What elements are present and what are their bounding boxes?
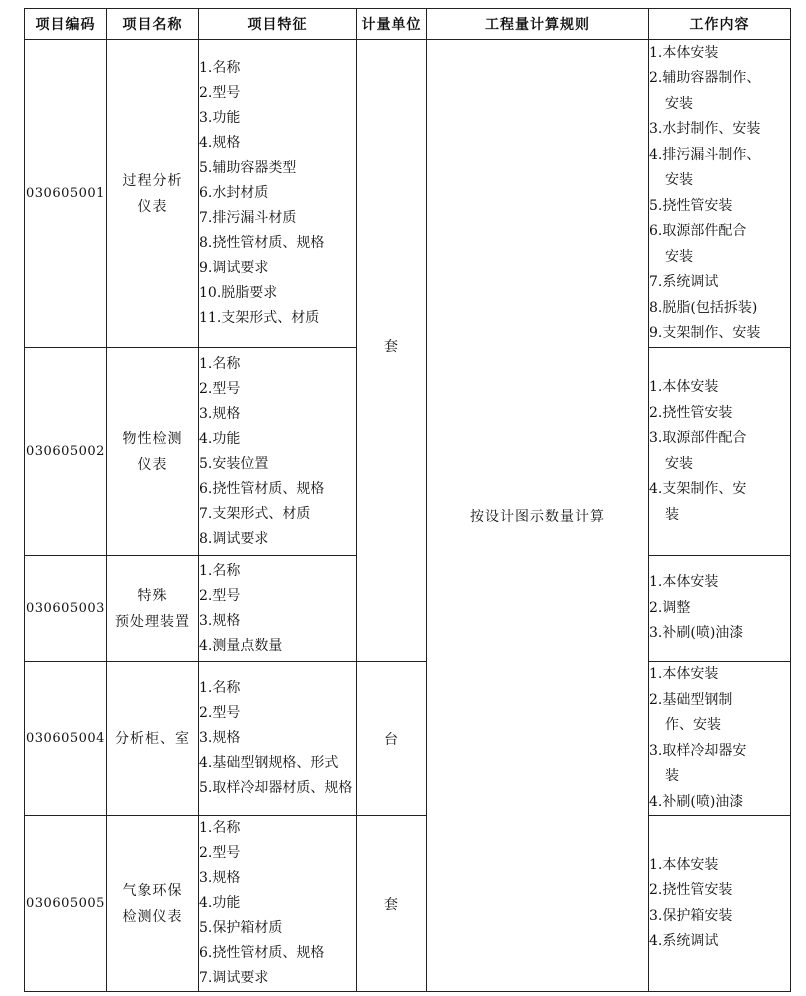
feature-item: 5.辅助容器类型 [199,160,297,176]
work-item: 3.保护箱安装 [649,907,733,924]
work-content [649,556,791,662]
feature-item: 4.基础型钢规格、形式 [199,755,339,771]
feature-item: 1.名称 [199,820,241,836]
item-features [199,556,357,662]
work-item: 1.本体安装 [649,44,719,61]
work-content [649,816,791,992]
work-item: 4.排污漏斗制作、 安装 [649,146,761,188]
unit-cell [357,662,427,816]
feature-item: 4.规格 [199,135,241,151]
item-name [107,662,199,816]
feature-item: 3.规格 [199,730,241,746]
item-code: 030605003 [25,556,107,662]
unit-label: 套 [384,339,399,355]
item-name [107,816,199,992]
item-features [199,40,357,348]
work-item: 9.支架制作、安装 [649,325,761,341]
table-row [25,816,791,992]
work-item: 2.基础型钢制 作、安装 [649,691,733,733]
feature-item: 8.调试要求 [199,530,269,547]
feature-item: 3.规格 [199,405,241,422]
item-code: 030605002 [25,348,107,556]
item-name-line: 预处理装置 [115,613,190,630]
feature-item: 7.支架形式、材质 [199,505,311,522]
header-features: 项目特征 [199,9,357,40]
feature-item: 2.型号 [199,705,241,721]
work-item: 4.系统调试 [649,933,719,949]
item-features [199,662,357,816]
table-row [25,40,791,348]
feature-item: 1.名称 [199,60,241,76]
header-name: 项目名称 [107,9,199,40]
feature-item: 4.功能 [199,895,241,911]
unit-cell [357,816,427,992]
table-row [25,662,791,816]
feature-item: 9.调试要求 [199,260,269,276]
work-item: 2.挠性管安装 [649,882,733,898]
item-features [199,816,357,992]
work-item: 1.本体安装 [649,379,719,395]
header-rule: 工程量计算规则 [427,9,649,40]
item-name [107,556,199,662]
work-item: 7.系统调试 [649,274,719,290]
work-content [649,662,791,816]
feature-item: 7.调试要求 [199,970,269,986]
feature-item: 5.取样冷却器材质、规格 [199,780,353,796]
work-item: 1.本体安装 [649,856,719,873]
item-name-line: 检测仪表 [122,908,183,925]
feature-item: 8.挠性管材质、规格 [199,235,325,251]
unit-label: 套 [384,896,399,913]
unit-cell [357,40,427,662]
item-name-line: 特殊 [137,587,168,604]
feature-item: 1.名称 [199,562,241,579]
feature-item: 6.挠性管材质、规格 [199,945,325,961]
header-work: 工作内容 [649,9,791,40]
header-unit: 计量单位 [357,9,427,40]
feature-item: 4.测量点数量 [199,637,283,654]
header-code: 项目编码 [25,9,107,40]
feature-item: 2.型号 [199,380,241,397]
specification-table [24,8,791,992]
item-code: 030605001 [25,40,107,348]
work-item: 2.调整 [649,599,691,616]
work-item: 3.水封制作、安装 [649,121,761,137]
work-item: 3.取样冷却器安 装 [649,742,747,784]
item-name [107,40,199,348]
work-item: 5.挠性管安装 [649,197,733,214]
work-item: 2.挠性管安装 [649,404,733,421]
item-features [199,348,357,556]
feature-item: 2.型号 [199,85,241,101]
work-item: 3.取源部件配合 安装 [649,430,747,472]
work-content [649,40,791,348]
work-item: 6.取源部件配合 安装 [649,223,747,265]
feature-item: 5.安装位置 [199,455,269,472]
item-name-line: 仪表 [137,198,168,215]
feature-item: 3.功能 [199,110,241,126]
feature-item: 1.名称 [199,680,241,696]
feature-item: 5.保护箱材质 [199,920,283,936]
feature-item: 7.排污漏斗材质 [199,210,297,226]
item-name [107,348,199,556]
item-code: 030605005 [25,816,107,992]
feature-item: 6.挠性管材质、规格 [199,480,325,497]
item-code: 030605004 [25,662,107,816]
unit-label: 台 [384,731,399,748]
item-name-line: 分析柜、室 [115,730,190,747]
feature-item: 10.脱脂要求 [199,285,278,301]
work-item: 1.本体安装 [649,574,719,591]
feature-item: 3.规格 [199,612,241,629]
rule-cell: 按设计图示数量计算 [427,40,649,992]
header-row [25,9,791,40]
work-item: 4.支架制作、安 装 [649,481,747,523]
item-name-line: 过程分析 [122,172,183,189]
feature-item: 2.型号 [199,845,241,861]
item-name-line: 物性检测 [122,430,183,447]
feature-item: 11.支架形式、材质 [199,310,320,326]
work-item: 8.脱脂(包括拆装) [649,299,758,316]
feature-item: 3.规格 [199,870,241,886]
item-name-line: 气象环保 [122,882,183,899]
item-name-line: 仪表 [137,456,168,473]
work-item: 4.补刷(喷)油漆 [649,793,744,810]
work-item: 2.辅助容器制作、 安装 [649,70,761,112]
feature-item: 2.型号 [199,587,241,604]
work-item: 3.补刷(喷)油漆 [649,625,744,642]
work-item: 1.本体安装 [649,666,719,682]
feature-item: 1.名称 [199,355,241,372]
feature-item: 6.水封材质 [199,185,269,201]
feature-item: 4.功能 [199,430,241,447]
work-content [649,348,791,556]
